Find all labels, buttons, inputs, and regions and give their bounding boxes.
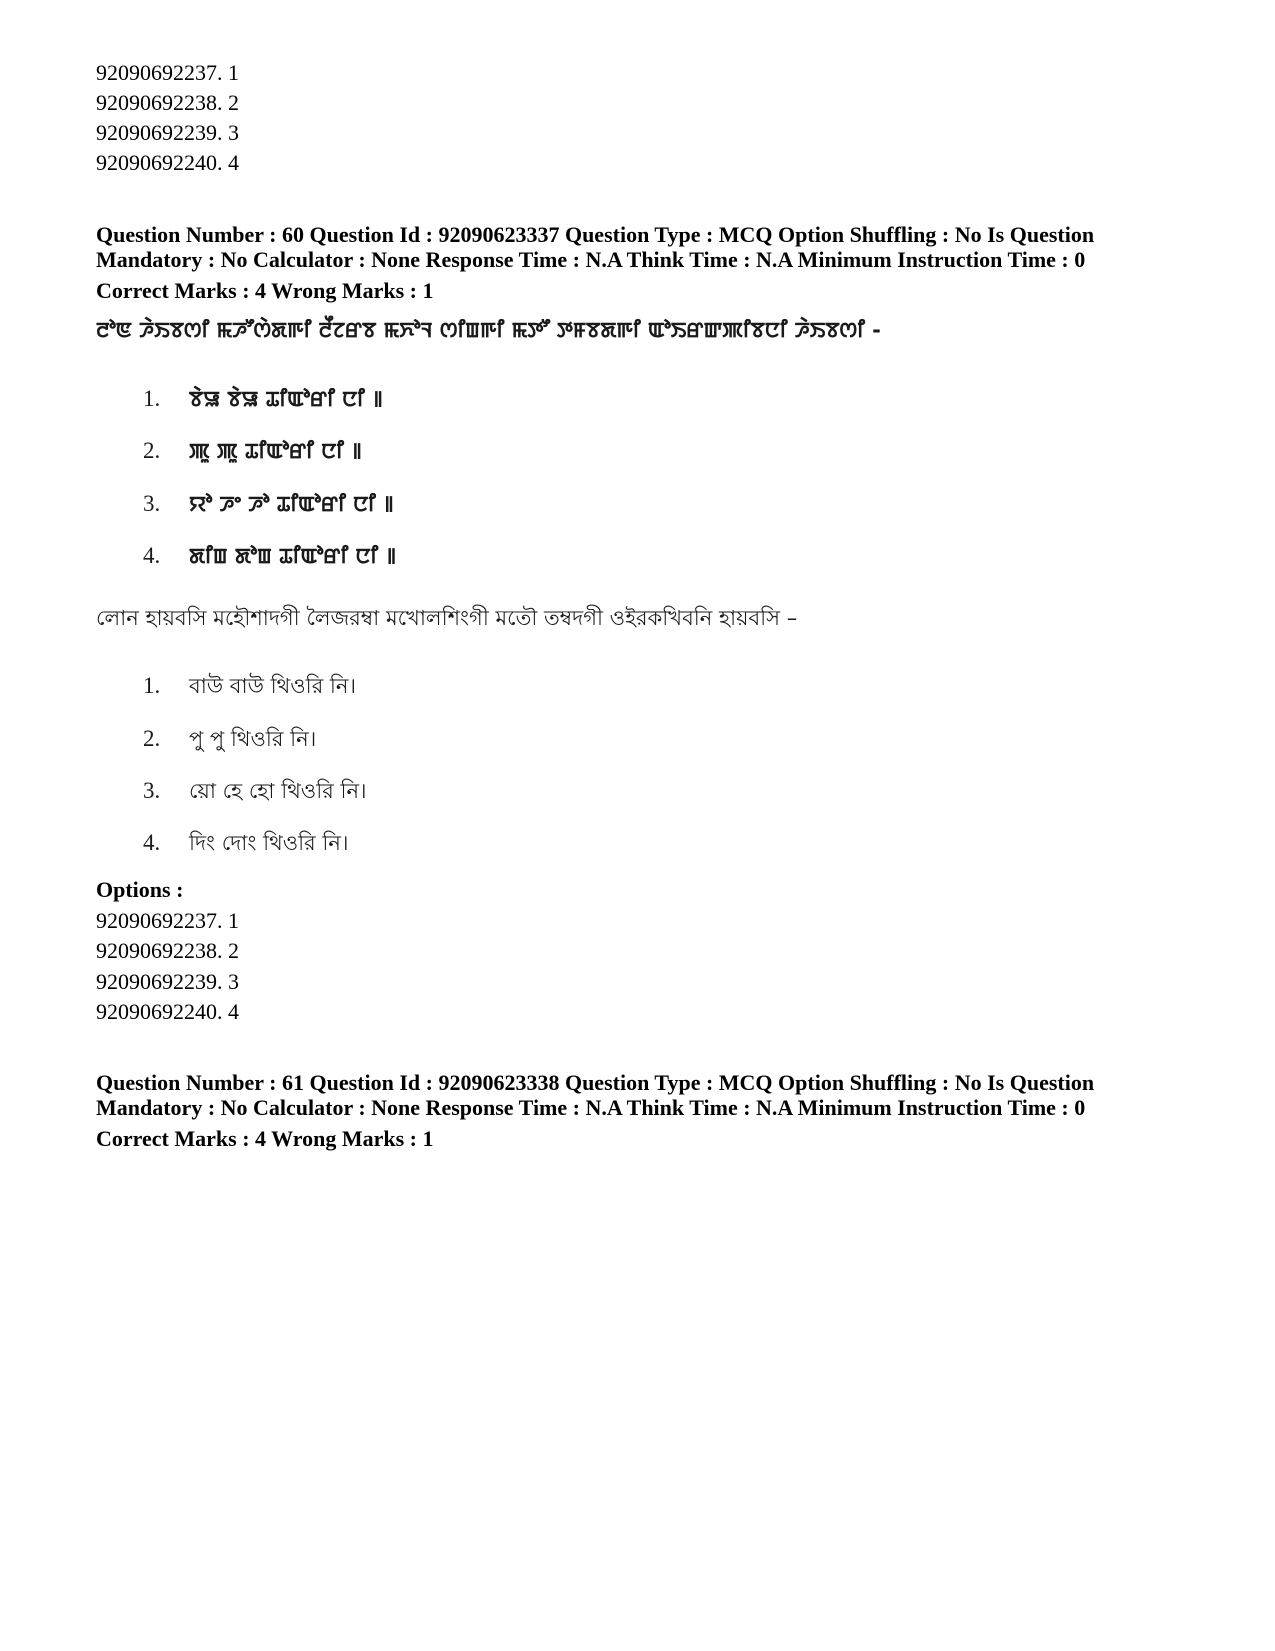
q60-meitei-option-1 (143, 385, 383, 413)
q60-option-id-1: 92090692237. 1 (96, 908, 239, 933)
q60-bengali-option-2 (143, 725, 316, 753)
q60-bengali-option-1 (143, 672, 356, 700)
option-text: ꯗꯤꯡ ꯗꯣꯡ ꯊꯤꯑꯣꯔꯤ ꯅꯤ ꯫ (189, 544, 397, 568)
q61-header-line1: Question Number : 61 Question Id : 92090623338 Question Type : MCQ Option Shuffling : No Is Question (96, 1070, 1095, 1095)
q61-marks: Correct Marks : 4 Wrong Marks : 1 (96, 1126, 434, 1151)
q60-option-id-3: 92090692239. 3 (96, 969, 239, 994)
option-text: ꯄꯨ ꯄꯨ ꯊꯤꯑꯣꯔꯤ ꯅꯤ ꯫ (189, 439, 362, 463)
option-number: 3. (143, 491, 161, 516)
option-text: বাউ বাউ থিওরি নি। (189, 674, 356, 698)
q60-meitei-option-2 (143, 437, 362, 465)
option-number: 2. (143, 726, 161, 751)
top-option-2: 92090692238. 2 (96, 90, 239, 115)
q60-header-line2: Mandatory : No Calculator : None Response Time : N.A Think Time : N.A Minimum Instruction Time : 0 (96, 247, 1086, 272)
top-option-1: 92090692237. 1 (96, 60, 239, 85)
q60-meitei-question: ꯂꯣꯟ ꯍꯥꯏꯕꯁꯤ ꯃꯍꯧꯁꯥꯗꯒꯤ ꯂꯩꯖꯔꯕ ꯃꯈꯣꯜ ꯁꯤꯡꯒꯤ ꯃꯇꯧ ꯇꯝꯕꯗꯒꯤ ꯑꯣꯏꯔꯛꯄꯤꯕꯅꯤ ꯍꯥꯏꯕꯁꯤ - (96, 318, 881, 342)
q60-option-id-2: 92090692238. 2 (96, 938, 239, 963)
option-text: য়ো হে হো থিওরি নি। (189, 779, 367, 803)
top-option-3: 92090692239. 3 (96, 120, 239, 145)
option-text: দিং দোং থিওরি নি। (189, 831, 349, 855)
option-number: 2. (143, 438, 161, 463)
q60-options-label: Options : (96, 877, 184, 902)
option-number: 1. (143, 673, 161, 698)
q60-meitei-option-4 (143, 542, 396, 570)
q60-bengali-option-3 (143, 777, 367, 805)
option-text: পু পু থিওরি নি। (189, 727, 317, 751)
q60-bengali-option-4 (143, 829, 348, 857)
q61-header-line2: Mandatory : No Calculator : None Response Time : N.A Think Time : N.A Minimum Instruction Time : 0 (96, 1095, 1086, 1120)
top-option-4: 92090692240. 4 (96, 150, 239, 175)
q60-marks: Correct Marks : 4 Wrong Marks : 1 (96, 278, 434, 303)
option-number: 1. (143, 386, 161, 411)
option-text: ꯌꯣ ꯍꯦ ꯍꯣ ꯊꯤꯑꯣꯔꯤ ꯅꯤ ꯫ (189, 492, 394, 516)
option-text: ꯕꯥꯎ ꯕꯥꯎ ꯊꯤꯑꯣꯔꯤ ꯅꯤ ꯫ (189, 387, 383, 411)
option-number: 4. (143, 830, 161, 855)
q60-bengali-question: লোন হায়বসি মহৌশাদগী লৈজরম্বা মখোলশিংগী মতৌ তম্বদগী ওইরকখিবনি হায়বসি – (96, 606, 798, 630)
q60-meitei-option-3 (143, 490, 394, 518)
option-number: 4. (143, 543, 161, 568)
option-number: 3. (143, 778, 161, 803)
q60-header-line1: Question Number : 60 Question Id : 92090623337 Question Type : MCQ Option Shuffling : No Is Question (96, 222, 1095, 247)
q60-option-id-4: 92090692240. 4 (96, 999, 239, 1024)
